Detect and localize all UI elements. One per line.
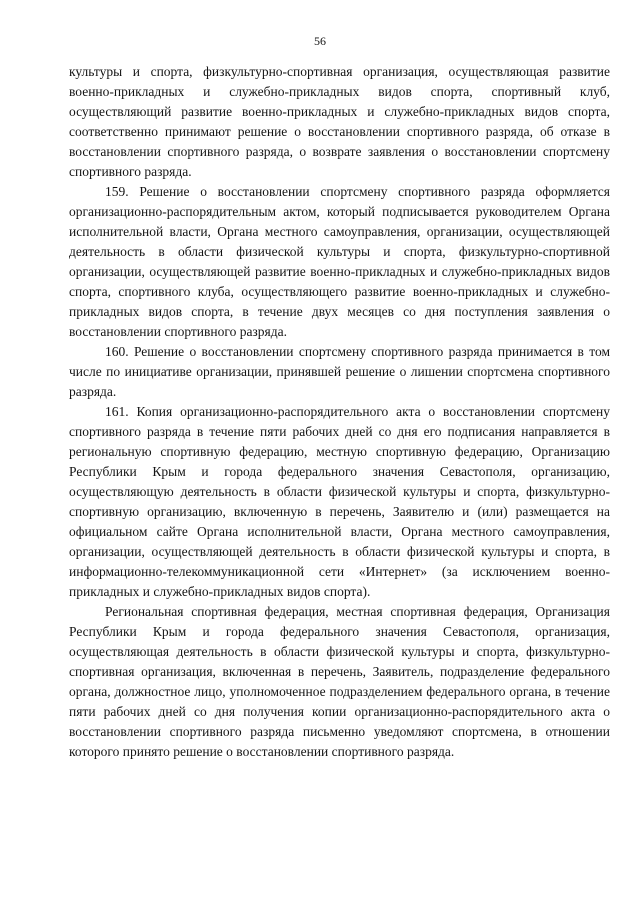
page-number: 56 (314, 34, 326, 48)
paragraph-159: 159. Решение о восстановлении спортсмену спортивного разряда оформляется организационно-распорядительным актом, который подписывается руководителем Органа исполнительной власти, Органа местного самоуправления, организации, осуществляющей деятельность в области физической культуры и спорта, физкультурно-спортивной организации, осуществляющей развитие военно-прикладных и служебно-прикладных видов спорта, спортивного клуба, осуществляющего развитие военно-прикладных и служебно-прикладных видов спорта, в течение двух месяцев со дня поступления заявления о восстановлении спортивного разряда. (69, 184, 610, 339)
document-body (69, 62, 610, 762)
paragraph-161-part-2: Региональная спортивная федерация, местная спортивная федерация, Организация Республики Крым и города федерального значения Севастополя, организация, осуществляющая деятельность в области физической культуры и спорта, физкультурно-спортивная организация, включенная в перечень, Заявитель, подразделение федерального органа, должностное лицо, уполномоченное подразделением федерального органа, в течение пяти рабочих дней со дня получения копии организационно-распорядительного акта о восстановлении спортивного разряда письменно уведомляют спортсмена, в отношении которого принято решение о восстановлении спортивного разряда. (69, 604, 610, 759)
paragraph-161: 161. Копия организационно-распорядительного акта о восстановлении спортсмену спортивного разряда в течение пяти рабочих дней со дня его подписания направляется в региональную спортивную федерацию, местную спортивную федерацию, Организацию Республики Крым и города федерального значения Севастополя, организацию, осуществляющую деятельность в области физической культуры и спорта, физкультурно-спортивную организацию, включенную в перечень, Заявителю и (или) размещается на официальном сайте Органа исполнительной власти, Органа местного самоуправления, организации, осуществляющей деятельность в области физической культуры и спорта, в информационно-телекоммуникационной сети «Интернет» (за исключением военно-прикладных и служебно-прикладных видов спорта). (69, 404, 610, 599)
paragraph-160: 160. Решение о восстановлении спортсмену спортивного разряда принимается в том числе по инициативе организации, принявшей решение о лишении спортсмена спортивного разряда. (69, 344, 610, 399)
paragraph-continuation: культуры и спорта, физкультурно-спортивная организация, осуществляющая развитие военно-прикладных и служебно-прикладных видов спорта, спортивный клуб, осуществляющий развитие военно-прикладных и служебно-прикладных видов спорта, соответственно принимают решение о восстановлении спортивного разряда, об отказе в восстановлении спортивного разряда, о возврате заявления о восстановлении спортсмену спортивного разряда. (69, 64, 610, 179)
